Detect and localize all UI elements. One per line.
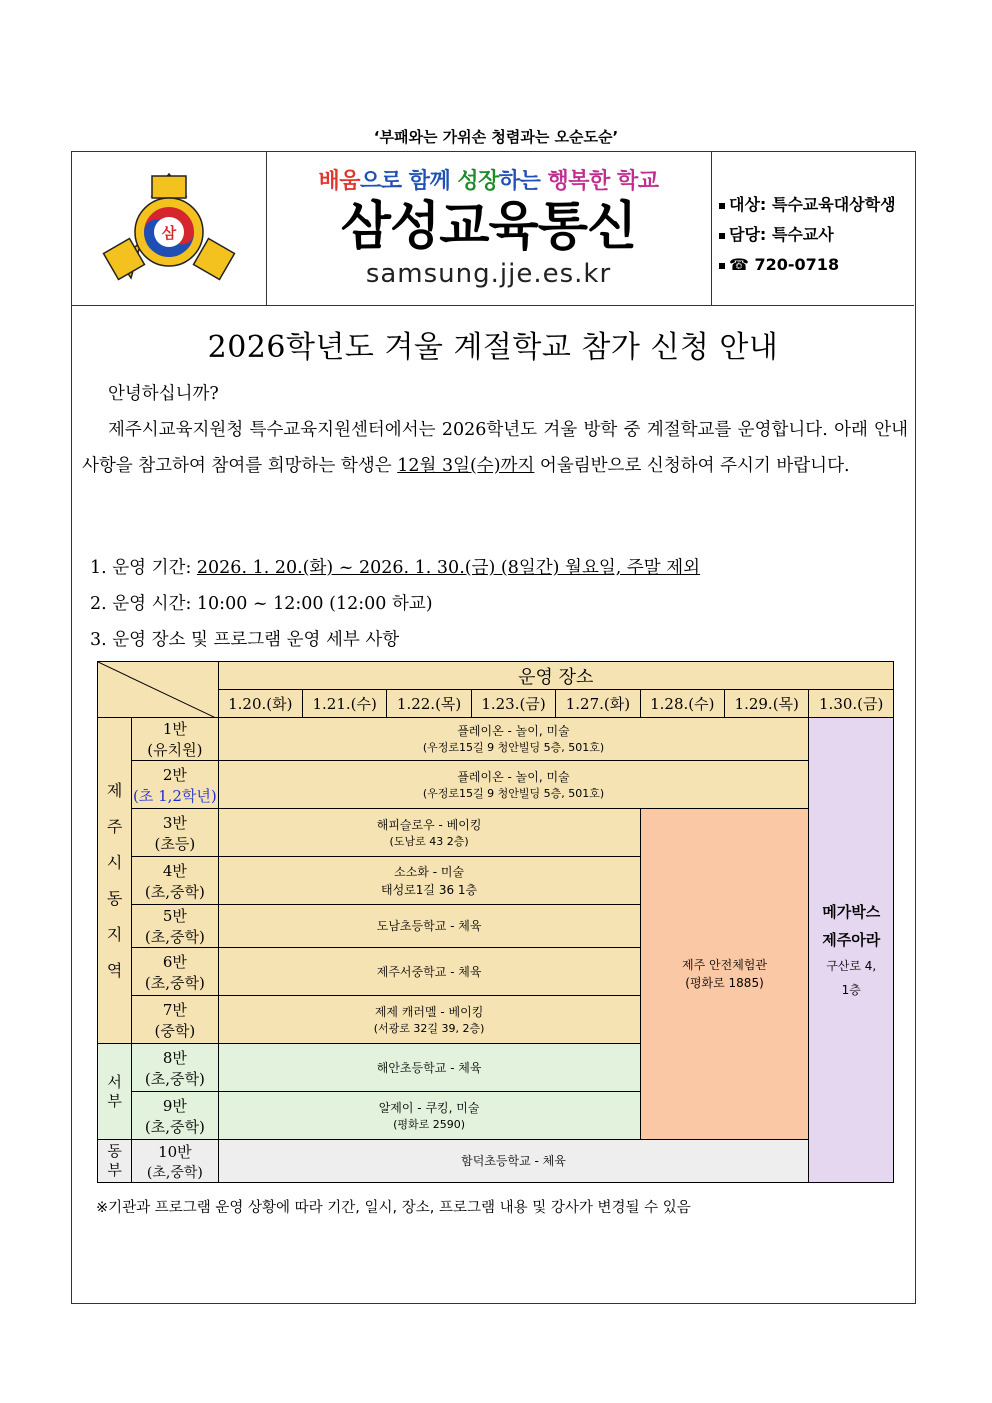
info-items (90, 550, 700, 658)
contact-info-cell (711, 152, 914, 305)
table-header-main: 운영 장소 (218, 662, 893, 690)
date-header: 1.28.(수) (640, 690, 724, 718)
class-name: 9반 (162, 1096, 187, 1115)
date-header: 1.30.(금) (809, 690, 894, 718)
class-cell (132, 1092, 218, 1140)
school-logo (72, 152, 266, 305)
date-header: 1.23.(금) (471, 690, 555, 718)
class-grade: (초,중학) (144, 882, 205, 901)
program-name: 해피슬로우 - 베이킹 (376, 817, 482, 832)
slogan-part: 함께 (408, 169, 458, 194)
date-header: 1.20.(화) (218, 690, 302, 718)
deadline-text: 12월 3일(수)까지 (397, 456, 535, 476)
corner-cell (98, 662, 219, 718)
class-name: 8반 (162, 1048, 187, 1067)
program-cell (218, 718, 809, 761)
region-jeju: 제 주 시 동 지 역 (106, 780, 123, 980)
greeting: 안녕하십니까? (108, 384, 219, 404)
newsletter-header (72, 152, 914, 306)
program-name: 제주서중학교 - 체육 (376, 964, 482, 979)
program-cell (218, 761, 809, 809)
slogan-part: 성장 (457, 169, 499, 194)
slogan-part: 하는 (498, 169, 548, 194)
class-name: 7반 (162, 1000, 187, 1019)
newsletter-title: 삼성교육통신 (340, 197, 637, 257)
class-grade: (초,중학) (144, 1069, 205, 1088)
safety-center-address: (평화로 1885) (685, 976, 764, 990)
megabox-address-2: 1층 (841, 983, 861, 997)
slogan (266, 164, 711, 195)
program-cell (218, 1140, 809, 1183)
info-contact (719, 220, 914, 250)
item-period (90, 550, 700, 586)
diagonal-line (98, 662, 216, 718)
safety-center-cell (640, 809, 809, 1140)
class-cell (132, 809, 218, 857)
class-cell (132, 1140, 218, 1183)
class-name: 3반 (162, 813, 187, 832)
program-name: 제제 캐러멜 - 베이킹 (374, 1004, 484, 1019)
program-cell (218, 809, 640, 857)
program-address: (서광로 32길 39, 2층) (373, 1021, 485, 1035)
document-body (82, 376, 908, 484)
megabox-name: 메가박스 (822, 903, 881, 921)
class-cell (132, 761, 218, 809)
class-cell (132, 905, 218, 948)
safety-center-name: 제주 안전체험관 (682, 958, 767, 972)
school-logo-cell (72, 152, 267, 305)
program-cell (218, 948, 640, 996)
class-name: 2반 (162, 765, 187, 784)
program-cell (218, 857, 640, 905)
class-cell (132, 948, 218, 996)
megabox-name-2: 제주아라 (822, 931, 881, 949)
megabox-address: 구산로 4, (826, 959, 877, 973)
intro-text: 제주시교육지원청 특수교육지원센터에서는 2026학년도 겨울 방학 중 계절학교를 운영합니다. 아래 안내 사항을 참고하여 참여를 희망하는 학생은 (82, 420, 908, 476)
bullet-icon (719, 203, 725, 209)
region-west: 서 부 (107, 1072, 122, 1110)
class-name: 5반 (162, 907, 187, 925)
program-address: 태성로1길 36 1층 (381, 882, 478, 897)
program-cell (218, 996, 640, 1044)
program-address: (우정로15길 9 청안빌딩 5층, 501호) (422, 741, 605, 754)
region-east-cell (98, 1140, 132, 1183)
region-east: 동 부 (107, 1142, 122, 1179)
class-grade: (초등) (154, 834, 196, 853)
logo-text: 삼 (161, 224, 177, 242)
class-grade: (초,중학) (144, 1117, 205, 1136)
program-name: 플레이온 - 놀이, 미술 (457, 724, 570, 738)
info-target-text: 대상: 특수교육대상학생 (729, 195, 896, 214)
class-grade: (초,중학) (144, 973, 205, 992)
program-address: (도남로 43 2층) (389, 834, 469, 848)
slogan-part: 으로 (360, 169, 409, 194)
megabox-cell (809, 718, 894, 1183)
class-grade: (초 1,2학년) (132, 786, 217, 805)
class-grade: (초,중학) (144, 928, 205, 946)
class-name: 6반 (162, 952, 187, 971)
item-period-label: 1. 운영 기간: (90, 558, 197, 578)
schedule-table (97, 661, 894, 1183)
program-name: 플레이온 - 놀이, 미술 (457, 769, 570, 784)
region-jeju-cell (98, 718, 132, 1044)
newsletter-title-cell (266, 152, 712, 305)
info-contact-text: 담당: 특수교사 (729, 225, 834, 244)
program-cell (218, 1092, 640, 1140)
info-target (719, 190, 914, 220)
document-title: 2026학년도 겨울 계절학교 참가 신청 안내 (207, 330, 779, 365)
newsletter-frame (71, 151, 916, 1304)
item-period-value: 2026. 1. 20.(화) ~ 2026. 1. 30.(금) (8일간) 월요일, 주말 제외 (196, 558, 701, 578)
date-header: 1.22.(목) (387, 690, 471, 718)
bullet-icon (719, 233, 725, 239)
bullet-icon (719, 263, 725, 269)
item-place: 3. 운영 장소 및 프로그램 운영 세부 사항 (90, 630, 400, 650)
program-cell (218, 1044, 640, 1092)
class-cell (132, 857, 218, 905)
class-cell (132, 1044, 218, 1092)
program-cell (218, 905, 640, 948)
footnote: ※기관과 프로그램 운영 상황에 따라 기간, 일시, 장소, 프로그램 내용 및 강사가 변경될 수 있음 (96, 1200, 691, 1216)
slogan-part: 학교 (616, 169, 659, 194)
class-name: 4반 (162, 861, 187, 880)
class-cell (132, 718, 218, 761)
slogan-part: 배움 (318, 169, 361, 194)
class-grade: (초,중학) (146, 1164, 203, 1181)
program-address: (평화로 2590) (393, 1117, 466, 1131)
intro-paragraph (82, 412, 908, 484)
item-time: 2. 운영 시간: 10:00 ~ 12:00 (12:00 하교) (90, 594, 433, 614)
date-header: 1.27.(화) (556, 690, 640, 718)
motto: ‘부패와는 가위손 청렴과는 오순도순’ (373, 128, 619, 146)
program-name: 소소화 - 미술 (394, 864, 465, 879)
program-name: 함덕초등학교 - 체육 (461, 1154, 566, 1168)
website-url: samsung.jje.es.kr (365, 259, 612, 289)
program-name: 알제이 - 쿠킹, 미술 (378, 1100, 480, 1115)
intro-text-end: 어울림반으로 신청하여 주시기 바랍니다. (534, 456, 850, 476)
class-cell (132, 996, 218, 1044)
class-name: 1반 (162, 720, 187, 738)
info-phone (719, 250, 914, 280)
program-name: 도남초등학교 - 체육 (376, 919, 482, 933)
region-west-cell (98, 1044, 132, 1140)
class-grade: (유치원) (147, 741, 203, 759)
program-address: (우정로15길 9 청안빌딩 5층, 501호) (422, 786, 605, 800)
program-name: 해안초등학교 - 체육 (376, 1060, 482, 1075)
date-header: 1.29.(목) (725, 690, 809, 718)
slogan-part: 행복한 (547, 169, 617, 194)
date-header: 1.21.(수) (302, 690, 386, 718)
info-phone-text: ☎ 720-0718 (729, 255, 840, 274)
class-grade: (중학) (154, 1021, 196, 1040)
class-name: 10반 (158, 1142, 192, 1161)
